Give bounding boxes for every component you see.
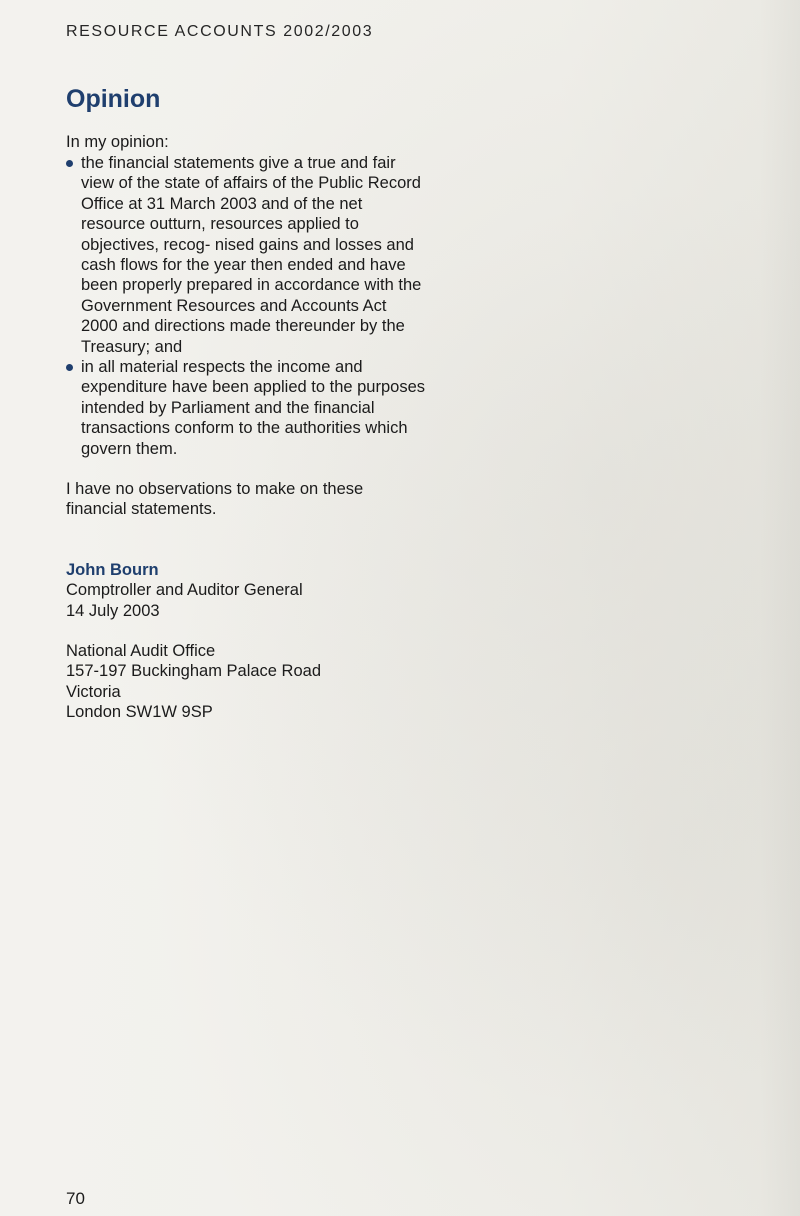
opinion-item-text: in all material respects the income and expenditure have been applied to the purposes intended by Parliament and the financial transactions conform to the authorities which govern them. [81,358,426,458]
opinion-intro: In my opinion: [66,133,169,151]
opinion-item-regularity [66,357,426,459]
address-organisation: National Audit Office [66,642,216,660]
running-header: RESOURCE ACCOUNTS 2002/2003 [66,23,374,40]
section-heading: Opinion [66,85,161,113]
opinion-item-financial-statements [66,153,426,357]
signatory-title: Comptroller and Auditor General [66,581,303,600]
signatory-name: John Bourn [66,561,159,579]
observations-statement: I have no observations to make on these financial statements. [66,480,364,519]
address-city-postcode: London SW1W 9SP [66,703,213,722]
page-number: 70 [66,1189,85,1208]
bullet-icon [66,364,73,371]
signature-block [66,560,303,621]
address-street: 157-197 Buckingham Palace Road [66,662,322,681]
bullet-icon [66,160,73,167]
opinion-item-text: the financial statements give a true and fair view of the state of affairs of the Public Record Office at 31 March 2003 and of the net resource outturn, resources applied to objectives, recog- nised gains and losses and cash flows for the year then ended and have been properly prepared in accordance with the Government Resources and Accounts Act 2000 and directions made thereunder by the Treasury; and [81,154,422,356]
signature-date: 14 July 2003 [66,601,160,620]
address-area: Victoria [66,682,121,701]
address-block [66,641,321,723]
